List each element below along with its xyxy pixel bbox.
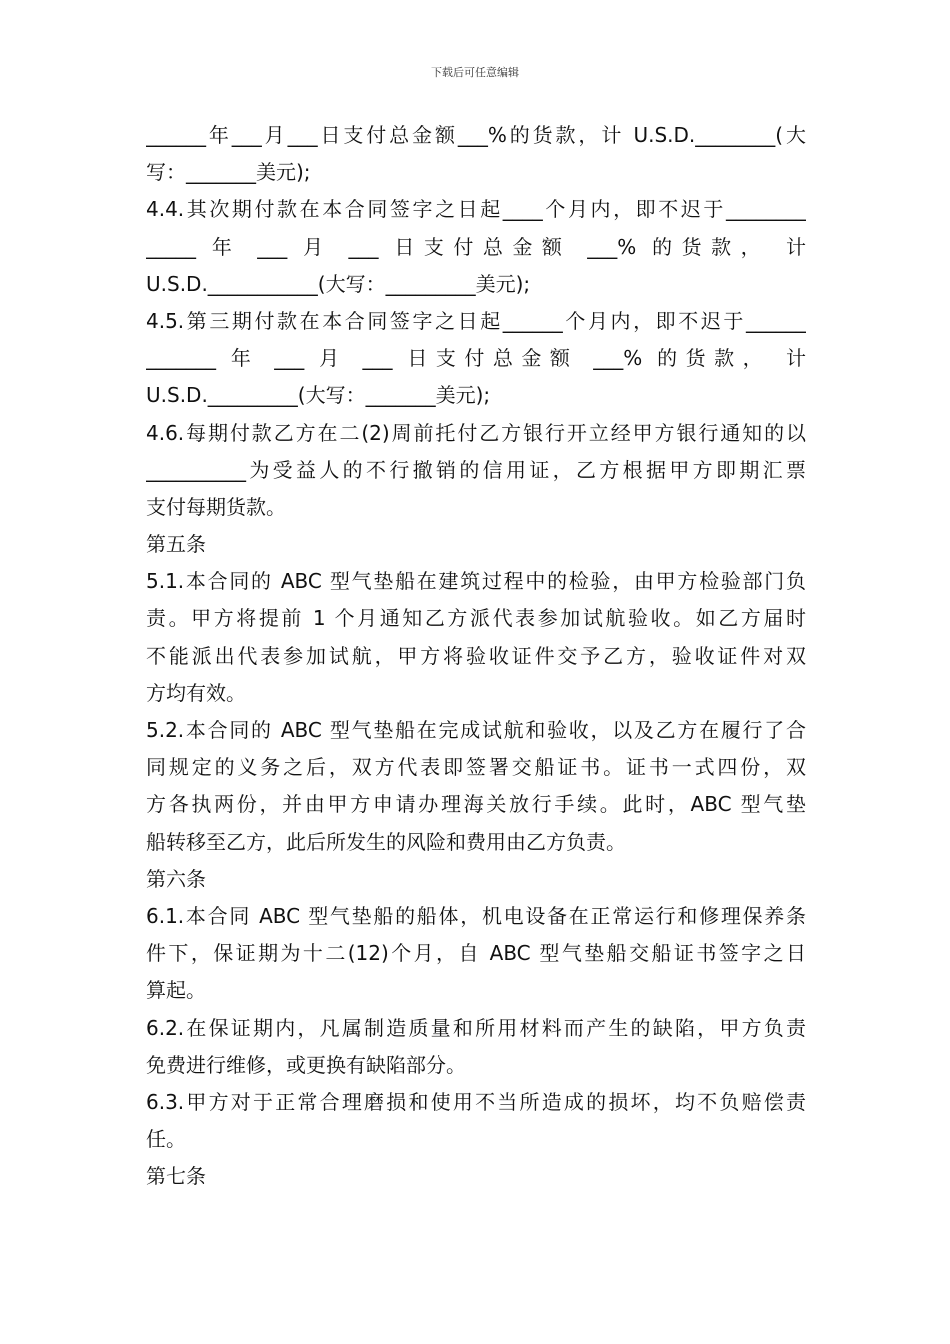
text-line: 免费进行维修，或更换有缺陷部分。 [146,1052,466,1077]
text-line: U.S.D.___________(大写：_________美元); [146,271,531,296]
text-line: 件下，保证期为十二(12)个月，自 ABC 型气垫船交船证书签字之日 [146,941,806,966]
text-line: U.S.D._________(大写：_______美元); [146,383,491,408]
text-line: 4.5.第三期付款在本合同签字之日起______个月内，即不迟于______ [146,308,806,333]
text-line: 5.1.本合同的 ABC 型气垫船在建筑过程中的检验，由甲方检验部门负 [146,569,806,594]
text-line: 6.3.甲方对于正常合理磨损和使用不当所造成的损坏，均不负赔偿责 [146,1089,806,1114]
text-line: 同规定的义务之后，双方代表即签署交船证书。证书一式四份，双 [146,755,806,780]
text-line: ______年___月___日支付总金额___%的货款，计 U.S.D.________(大 [146,123,806,147]
text-line: 算起。 [146,978,206,1003]
text-line: 6.2.在保证期内，凡属制造质量和所用材料而产生的缺陷，甲方负责 [146,1015,806,1040]
text-line: _______ 年 ___ 月 ___ 日支付总金额 ___% 的货款， 计 [146,346,806,371]
text-line: 方均有效。 [146,680,246,705]
text-line: __________为受益人的不行撤销的信用证，乙方根据甲方即期汇票 [146,457,806,482]
text-line: 5.2.本合同的 ABC 型气垫船在完成试航和验收，以及乙方在履行了合 [146,718,806,742]
text-line: 责。甲方将提前 1 个月通知乙方派代表参加试航验收。如乙方届时 [146,606,806,631]
text-line: _____ 年 ___ 月 ___ 日支付总金额 ___% 的货款， 计 [146,234,806,259]
text-line: 4.6.每期付款乙方在二(2)周前托付乙方银行开立经甲方银行通知的以 [146,420,806,445]
text-line: 任。 [146,1127,186,1152]
text-line: 支付每期货款。 [146,494,286,519]
page-header-note: 下载后可任意编辑 [431,66,519,79]
text-line: 4.4.其次期付款在本合同签字之日起____个月内，即不迟于________ [146,197,806,222]
text-line: 船转移至乙方，此后所发生的风险和费用由乙方负责。 [146,829,626,854]
section-heading: 第六条 [146,866,206,891]
section-heading: 第五条 [146,532,206,557]
text-line: 写：_______美元); [146,160,311,185]
section-heading: 第七条 [146,1164,206,1189]
text-line: 不能派出代表参加试航，甲方将验收证件交予乙方，验收证件对双 [146,643,806,668]
text-line: 6.1.本合同 ABC 型气垫船的船体，机电设备在正常运行和修理保养条 [146,903,806,928]
document-body [146,117,806,1195]
text-line: 方各执两份，并由甲方申请办理海关放行手续。此时，ABC 型气垫 [146,792,806,817]
